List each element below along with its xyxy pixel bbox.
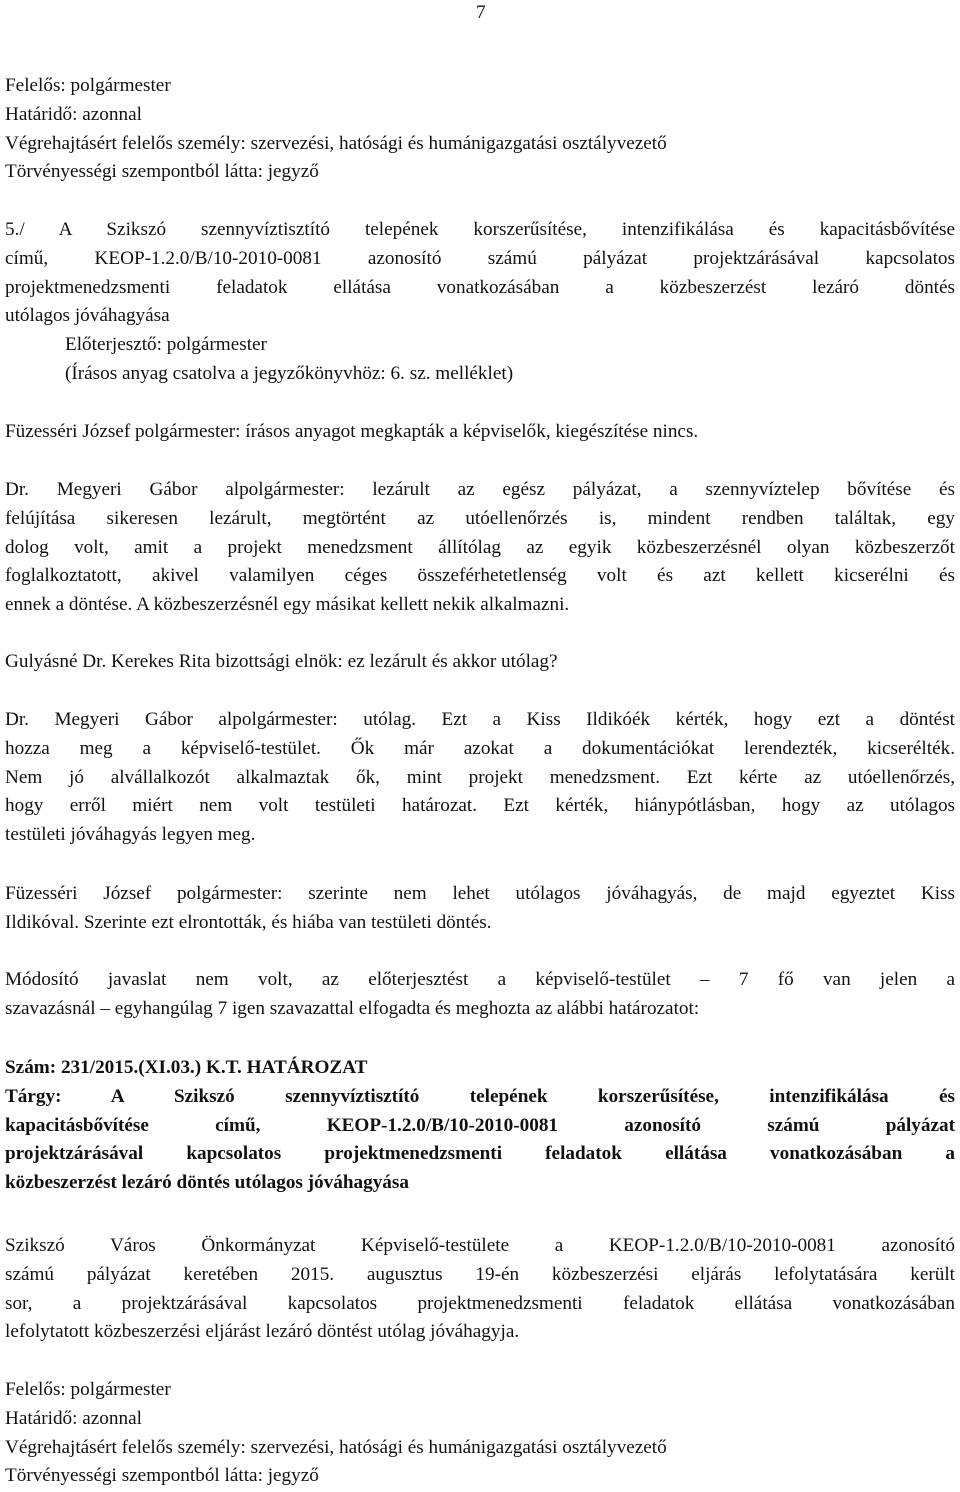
legality-line: Törvényességi szempontból látta: jegyző xyxy=(5,1465,319,1487)
resolution-subject-line: közbeszerzést lezáró döntés utólagos jóváhagyása xyxy=(5,1172,409,1194)
agenda-title-line: projektmenedzsmenti feladatok ellátása vonatkozásában a közbeszerzést lezáró döntés xyxy=(5,276,955,298)
resolution-body-line: lefolytatott közbeszerzési eljárást lezáró döntést utólag jóváhagyja. xyxy=(5,1321,520,1343)
paragraph-mayor-reply xyxy=(5,880,955,938)
paragraph-line: Módosító javaslat nem volt, az előterjesztést a képviselő-testület – 7 fő van jelen a xyxy=(5,969,955,990)
paragraph-line: hogy erről miért nem volt testületi határozat. Ezt kérték, hiánypótlásban, hogy az utólagos xyxy=(5,795,955,817)
resolution-body-line: sor, a projektzárásával kapcsolatos projektmenedzsmenti feladatok ellátása vonatkozásában xyxy=(5,1292,955,1314)
responsibility-block-top xyxy=(5,72,955,187)
paragraph-deputy-mayor-2 xyxy=(5,706,955,850)
responsibility-block-bottom xyxy=(5,1376,955,1491)
paragraph-line: ennek a döntése. A közbeszerzésnél egy másikat kellett nekik alkalmazni. xyxy=(5,594,570,616)
legality-line: Törvényességi szempontból látta: jegyző xyxy=(5,161,319,183)
agenda-title-line: 5./ A Szikszó szennyvíztisztító telepének korszerűsítése, intenzifikálása és kapacitásbővítése xyxy=(5,219,955,240)
paragraph-mayor-intro xyxy=(5,418,955,447)
paragraph-line: dolog volt, amit a projekt menedzsment állítólag az egyik közbeszerzésnél olyan közbeszerzőt xyxy=(5,536,955,558)
paragraph-committee-chair xyxy=(5,648,955,677)
paragraph-vote xyxy=(5,966,955,1024)
paragraph-line: Nem jó alvállalkozót alkalmaztak ők, mint projekt menedzsment. Ezt kérte az utóellenőrzés, xyxy=(5,766,955,788)
paragraph-line: felújítása sikeresen lezárult, megtörtént az utóellenőrzés is, mindent rendben találtak, egy xyxy=(5,507,955,529)
resolution-subject-line: projektzárásával kapcsolatos projektmenedzsmenti feladatok ellátása vonatkozásában a xyxy=(5,1143,955,1165)
paragraph-line: Ildikóval. Szerinte ezt elrontották, és hiába van testületi döntés. xyxy=(5,911,492,933)
executor-line: Végrehajtásért felelős személy: szervezési, hatósági és humánigazgatási osztályvezető xyxy=(5,1436,667,1458)
resolution-body-line: számú pályázat keretében 2015. augusztus 19-én közbeszerzési eljárás lefolytatására került xyxy=(5,1263,955,1285)
resolution-number: Szám: 231/2015.(XI.03.) K.T. HATÁROZAT xyxy=(5,1057,368,1078)
presenter-line: Előterjesztő: polgármester xyxy=(65,334,267,356)
deadline-line: Határidő: azonnal xyxy=(5,103,142,125)
resolution-body-line: Szikszó Város Önkormányzat Képviselő-testülete a KEOP-1.2.0/B/10-2010-0081 azonosító xyxy=(5,1235,955,1256)
paragraph-line: Gulyásné Dr. Kerekes Rita bizottsági elnök: ez lezárult és akkor utólag? xyxy=(5,651,558,672)
responsible-line: Felelős: polgármester xyxy=(5,1379,171,1400)
paragraph-line: Dr. Megyeri Gábor alpolgármester: lezárult az egész pályázat, a szennyvíztelep bővítése és xyxy=(5,479,955,500)
resolution-subject-line: kapacitásbővítése című, KEOP-1.2.0/B/10-2010-0081 azonosító számú pályázat xyxy=(5,1114,955,1136)
paragraph-line: szavazásnál – egyhangúlag 7 igen szavazattal elfogadta és meghozta az alábbi határozatot: xyxy=(5,997,700,1019)
agenda-title-line: utólagos jóváhagyása xyxy=(5,305,170,327)
resolution-body xyxy=(5,1232,955,1347)
paragraph-line: Füzesséri József polgármester: írásos anyagot megkapták a képviselők, kiegészítése nincs. xyxy=(5,421,699,442)
page-number: 7 xyxy=(476,2,486,23)
attachment-line: (Írásos anyag csatolva a jegyzőkönyvhöz: 6. sz. melléklet) xyxy=(65,362,514,384)
paragraph-line: foglalkoztatott, akivel valamilyen céges összeférhetetlenség volt és azt kellett kicserélni és xyxy=(5,565,955,587)
paragraph-line: testületi jóváhagyás legyen meg. xyxy=(5,824,256,846)
agenda-title-line: című, KEOP-1.2.0/B/10-2010-0081 azonosító számú pályázat projektzárásával kapcsolatos xyxy=(5,247,955,269)
resolution-subject-line: Tárgy: A Szikszó szennyvíztisztító telepének korszerűsítése, intenzifikálása és xyxy=(5,1085,955,1107)
agenda-item-5 xyxy=(5,216,955,389)
paragraph-line: Füzesséri József polgármester: szerinte nem lehet utólagos jóváhagyás, de majd egyeztet Kiss xyxy=(5,883,955,904)
responsible-line: Felelős: polgármester xyxy=(5,75,171,96)
paragraph-line: hozza meg a képviselő-testület. Ők már azokat a dokumentációkat lerendezték, kicserélték. xyxy=(5,737,955,759)
executor-line: Végrehajtásért felelős személy: szervezési, hatósági és humánigazgatási osztályvezető xyxy=(5,132,667,154)
deadline-line: Határidő: azonnal xyxy=(5,1407,142,1429)
paragraph-line: Dr. Megyeri Gábor alpolgármester: utólag. Ezt a Kiss Ildikóék kérték, hogy ezt a döntést xyxy=(5,709,955,730)
paragraph-deputy-mayor-1 xyxy=(5,476,955,620)
resolution-heading xyxy=(5,1054,955,1198)
